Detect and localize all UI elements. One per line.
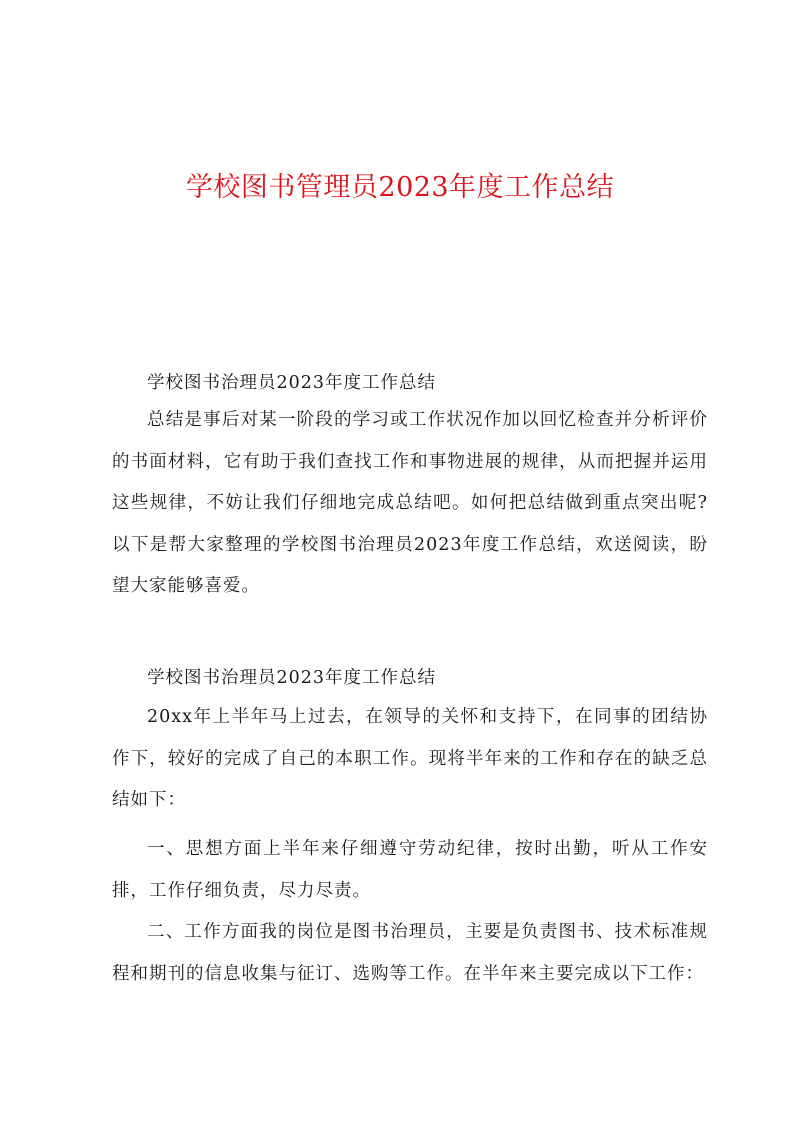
body-paragraph-1: 20xx年上半年马上过去，在领导的关怀和支持下，在同事的团结协作下，较好的完成了自己的本职工作。现将半年来的工作和存在的缺乏总结如下：: [112, 707, 708, 810]
body-paragraph-2: 一、思想方面上半年来仔细遵守劳动纪律，按时出勤，听从工作安排，工作仔细负责，尽力尽责。: [112, 839, 708, 901]
body-paragraph-3: 二、工作方面我的岗位是图书治理员，主要是负责图书、技术标准规程和期刊的信息收集与征订、选购等工作。在半年来主要完成以下工作：: [112, 922, 708, 984]
intro-heading: 学校图书治理员2023年度工作总结: [147, 373, 437, 393]
section-heading: 学校图书治理员2023年度工作总结: [147, 668, 437, 688]
intro-paragraph: 总结是事后对某一阶段的学习或工作状况作加以回忆检查并分析评价的书面材料，它有助于我们查找工作和事物进展的规律，从而把握并运用这些规律，不妨让我们仔细地完成总结吧。如何把总结做到重点突出呢?以下是帮大家整理的学校图书治理员2023年度工作总结，欢送阅读，盼望大家能够喜爱。: [112, 410, 708, 596]
document-title: 学校图书管理员2023年度工作总结: [185, 172, 615, 203]
